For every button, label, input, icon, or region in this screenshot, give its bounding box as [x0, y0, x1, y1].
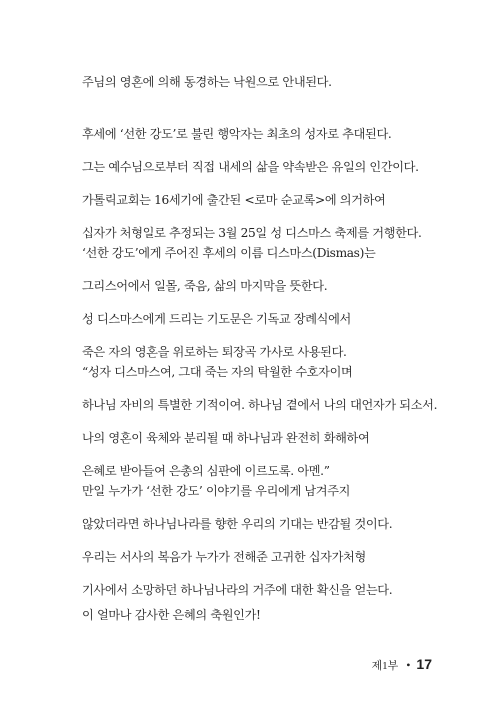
page-number: 17: [416, 656, 432, 672]
bullet-separator: •: [406, 658, 411, 672]
text-line: 가톨릭교회는 16세기에 출간된 <로마 순교록>에 의거하여: [82, 193, 386, 207]
text-line: ‘선한 강도’에게 주어진 후세의 이름 디스마스(Dismas)는: [82, 246, 376, 260]
page-footer: [371, 656, 432, 674]
text-line: 하나님 자비의 특별한 기적이여. 하나님 곁에서 나의 대언자가 되소서.: [82, 398, 438, 412]
text-line: “성자 디스마스여, 그대 죽는 자의 탁월한 수호자이며: [82, 365, 353, 379]
paragraph-3: [82, 238, 482, 370]
text-line: 주님의 영혼에 의해 동경하는 낙원으로 안내된다.: [82, 75, 332, 89]
text-line: 우리는 서사의 복음가 누가가 전해준 고귀한 십자가처형: [82, 550, 366, 564]
paragraph-2: [82, 119, 482, 251]
text-line: 십자가 처형일로 추정되는 3월 25일 성 디스마스 축제를 거행한다.: [82, 226, 422, 240]
paragraph-1: [82, 67, 482, 100]
paragraph-5: [82, 476, 482, 608]
section-label: 제1부: [371, 660, 399, 672]
text-line: 은혜로 받아들여 은총의 심판에 이르도록. 아멘.”: [82, 464, 330, 478]
text-line: 그는 예수님으로부터 직접 내세의 삶을 약속받은 유일의 인간이다.: [82, 160, 419, 174]
paragraph-4-prayer: [82, 357, 482, 489]
text-line: 이 얼마나 감사한 은혜의 축원인가!: [82, 608, 261, 622]
text-line: 만일 누가가 ‘선한 강도’ 이야기를 우리에게 남겨주지: [82, 484, 351, 498]
text-line: 나의 영혼이 육체와 분리될 때 하나님과 완전히 화해하여: [82, 431, 370, 445]
text-line: 기사에서 소망하던 하나님나라의 거주에 대한 확신을 얻는다.: [82, 583, 393, 597]
text-line: 그리스어에서 일몰, 죽음, 삶의 마지막을 뜻한다.: [82, 279, 328, 293]
text-line: 후세에 ‘선한 강도’로 불린 행악자는 최초의 성자로 추대된다.: [82, 127, 392, 141]
paragraph-6: [82, 600, 482, 633]
text-line: 않았더라면 하나님나라를 향한 우리의 기대는 반감될 것이다.: [82, 517, 393, 531]
text-line: 죽은 자의 영혼을 위로하는 퇴장곡 가사로 사용된다.: [82, 345, 347, 359]
text-line: 성 디스마스에게 드리는 기도문은 기독교 장례식에서: [82, 312, 351, 326]
